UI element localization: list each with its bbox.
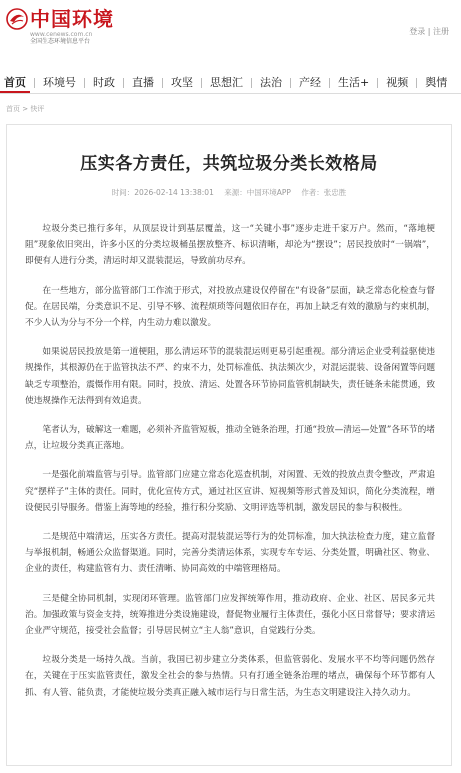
source-label: 来源：: [224, 188, 247, 197]
article-paragraph: 垃圾分类是一场持久战。当前，我国已初步建立分类体系，但监管弱化、发展水平不均等问题仍然存在，关键在于压实监管责任，激发全社会的参与热情。只有打通全链条治理的堵点，确保每个环节都有人抓、有人管、能负责，才能使垃圾分类真正融入城市运行与日常生活，为生态文明建设注入持久动力。: [25, 655, 435, 698]
publish-time-value: 2026-02-14 13:38:01: [134, 188, 214, 197]
article-paragraph: 一是强化前端监管与引导。监管部门应建立常态化巡查机制，对闲置、无效的投放点责令整改，严肃追究“摆样子”主体的责任。同时，优化宣传方式，通过社区宣讲、短视频等形式普及知识，简化分类流程，增设便民引导服务。借鉴上海等地的经验，推行积分奖励、文明评选等机制，激发居民的参与积极性。: [25, 470, 435, 513]
author-value: 张忠胜: [323, 188, 347, 197]
site-header: [0, 0, 461, 50]
logo-subtitle: 全国生态环境信息平台: [30, 38, 91, 45]
nav-divider: [84, 78, 85, 88]
author-label: 作者：: [301, 188, 324, 197]
auth-links: [409, 26, 449, 37]
logo-url: www.cenews.com.cn: [30, 31, 93, 38]
nav-item-law[interactable]: 法治: [260, 75, 282, 89]
publish-time: [112, 188, 214, 197]
register-link[interactable]: 注册: [433, 27, 449, 36]
nav-item-politics[interactable]: 时政: [93, 75, 115, 89]
article-paragraph: 笔者认为，破解这一难题，必须补齐监管短板，推动全链条治理，打通“投放—清运—处置”各环节的堵点，让垃圾分类真正落地。: [25, 425, 435, 452]
source-value: 中国环境APP: [246, 188, 291, 197]
nav-item-public-opinion[interactable]: 舆情: [425, 75, 448, 89]
article-paragraph: 在一些地方，部分监管部门工作流于形式，对投放点建设仅停留在“有设备”层面，缺乏常态化检查与督促。在居民端，分类意识不足、引导不够、流程烦琐等问题依旧存在，再加上缺乏有效的激励与约束机制，不少人认为分与不分一个样，内生动力难以激发。: [25, 285, 435, 329]
nav-divider: [416, 78, 417, 88]
auth-separator: |: [427, 27, 431, 36]
nav-item-home[interactable]: 首页: [0, 73, 30, 93]
main-nav: [0, 72, 461, 94]
nav-divider: [377, 78, 378, 88]
article-author: [301, 188, 346, 197]
nav-item-environment-account[interactable]: 环境号: [43, 75, 76, 89]
nav-item-video[interactable]: 视频: [386, 75, 409, 89]
breadcrumb-section[interactable]: 快评: [30, 105, 45, 113]
article-title: 压实各方责任，共筑垃圾分类长效格局: [80, 154, 378, 174]
site-logo[interactable]: [6, 6, 146, 46]
article-card: [6, 124, 452, 766]
article-body: [25, 221, 435, 714]
nav-item-life[interactable]: 生活+: [338, 75, 370, 89]
logo-emblem-icon: [6, 8, 28, 30]
breadcrumb: [6, 104, 44, 114]
nav-item-live[interactable]: 直播: [132, 75, 154, 89]
article-source: [224, 188, 291, 197]
nav-divider: [251, 78, 252, 88]
article-paragraph: 三是健全协同机制，实现闭环管理。监管部门应发挥统筹作用，推动政府、企业、社区、居民多元共治。加强政策与资金支持，统筹推进分类设施建设，督促物业履行主体责任，强化小区日常督导；要求清运企业严守规范，接受社会监督；引导居民树立“主人翁”意识，自觉践行分类。: [25, 593, 435, 637]
nav-divider: [34, 78, 35, 88]
nav-divider: [162, 78, 163, 88]
login-link[interactable]: 登录: [409, 27, 426, 36]
article-meta: [7, 187, 451, 198]
nav-divider: [201, 78, 202, 88]
breadcrumb-separator: >: [22, 105, 29, 113]
logo-title: 中国环境: [30, 7, 114, 31]
article-paragraph: 二是规范中端清运，压实各方责任。提高对混装混运等行为的处罚标准，加大执法检查力度，建立监督与举报机制，畅通公众监督渠道。同时，完善分类清运体系，实现专车专运、分类处置，明确社区、物业、企业的责任，构建监管有力、责任清晰、协同高效的中端管理格局。: [25, 532, 435, 575]
nav-divider: [123, 78, 124, 88]
nav-item-industry[interactable]: 产经: [299, 75, 321, 89]
nav-divider: [290, 78, 291, 88]
nav-item-campaign[interactable]: 攻坚: [171, 75, 193, 89]
nav-item-ideas[interactable]: 思想汇: [210, 75, 243, 89]
breadcrumb-home[interactable]: 首页: [6, 105, 20, 113]
nav-divider: [329, 78, 330, 88]
article-paragraph: 垃圾分类已推行多年，从顶层设计到基层覆盖，这一“关键小事”逐步走进千家万户。然而，“落地梗阻”现象依旧突出，许多小区的分类垃圾桶虽摆放整齐、标识清晰，却沦为“摆设”；居民投放时“一锅端”，即便有人进行分类，清运时却又混装混运，导致前功尽弃。: [25, 224, 435, 267]
article-paragraph: 如果说居民投放是第一道梗阻，那么清运环节的混装混运则更易引起重视。部分清运企业受利益驱使违规操作，其根源仍在于监管执法不严、约束不力，处罚标准低、执法频次少，对混运混装、设备闲置等问题缺乏专项整治，震慑作用有限。同时，投放、清运、处置各环节协同监管机制缺失，责任链条未能贯通，致使违规操作无法得到有效追责。: [25, 347, 435, 406]
publish-time-label: 时间：: [111, 188, 135, 197]
